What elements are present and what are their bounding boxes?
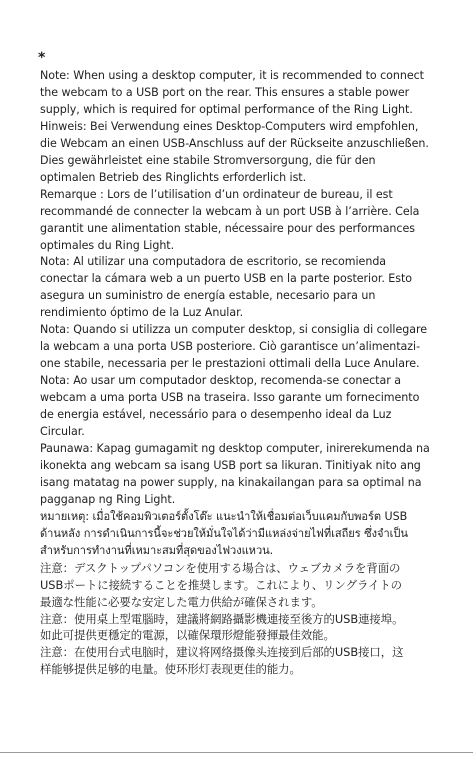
multilingual-note	[40, 68, 436, 678]
note-line: Remarque : Lors de l’utilisation d’un ordinateur de bureau, il est	[40, 187, 393, 201]
note-line: Nota: Al utilizar una computadora de escritorio, se recomienda	[40, 255, 387, 269]
note-line: สำหรับการทำงานที่เหมาะสมที่สุดของไฟวงแหวน.	[40, 543, 274, 557]
note-line: la webcam a una porta USB posteriore. Ciò garantisce un’alimentazi-	[40, 340, 421, 354]
note-line: 注意：デスクトップパソコンを使用する場合は、ウェブカメラを背面の	[40, 560, 401, 575]
note-line: de energia estável, necessário para o desempenho ideal da Luz	[40, 408, 392, 422]
note-line: isang matatag na power supply, na kinakailangan para sa optimal na	[40, 475, 422, 489]
note-paragraph-pt	[40, 373, 436, 441]
note-line: Nota: Quando si utilizza un computer desktop, si consiglia di collegare	[40, 323, 428, 337]
note-line: one stabile, necessaria per le prestazioni ottimali della Luce Anulare.	[40, 357, 420, 371]
note-line: optimales du Ring Light.	[40, 238, 175, 252]
note-paragraph-es	[40, 254, 436, 322]
asterisk-marker: *	[38, 50, 46, 66]
note-line: Paunawa: Kapag gumagamit ng desktop computer, inirerekumenda na	[40, 441, 430, 455]
note-line: rendimiento óptimo de la Luz Anular.	[40, 306, 244, 320]
note-line: pagganap ng Ring Light.	[40, 492, 176, 506]
note-line: supply, which is required for optimal performance of the Ring Light.	[40, 102, 413, 116]
note-paragraph-th	[40, 509, 436, 560]
note-line: 如此可提供更穩定的電源，以確保環形燈能發揮最佳效能。	[40, 628, 335, 643]
note-line: Hinweis: Bei Verwendung eines Desktop-Computers wird empfohlen,	[40, 119, 419, 133]
note-paragraph-it	[40, 322, 436, 373]
note-paragraph-tl	[40, 441, 436, 509]
note-line: Dies gewährleistet eine stabile Stromversorgung, die für den	[40, 153, 376, 167]
note-line: 最適な性能に必要な安定した電力供給が確保されます。	[40, 594, 323, 609]
note-paragraph-ja	[40, 560, 436, 611]
note-line: Nota: Ao usar um computador desktop, recomenda-se conectar a	[40, 374, 401, 388]
note-line: recommandé de connecter la webcam à un port USB à l’arrière. Cela	[40, 204, 420, 218]
note-line: 注意：在使用台式电脑时，建议将网络摄像头连接到后部的USB接口，这	[40, 645, 404, 660]
note-paragraph-de	[40, 119, 436, 187]
note-line: asegura un suministro de energía estable, necesario para un	[40, 289, 376, 303]
note-line: webcam a uma porta USB na traseira. Isso garante um fornecimento	[40, 391, 420, 405]
note-paragraph-zh-Hant	[40, 611, 436, 645]
note-line: 样能够提供足够的电量。使环形灯表现更佳的能力。	[40, 662, 301, 677]
note-line: หมายเหตุ: เมื่อใช้คอมพิวเตอร์ตั้งโต๊ะ แนะนำให้เชื่อมต่อเว็บแคมกับพอร์ต USB	[40, 509, 408, 523]
note-line: USBポートに接続することを推奨します。これにより、リングライトの	[40, 577, 402, 592]
note-line: 注意：使用桌上型電腦時，建議將網路攝影機連接至後方的USB連接埠。	[40, 611, 404, 626]
bottom-divider	[0, 752, 473, 753]
note-line: ด้านหลัง การดำเนินการนี้จะช่วยให้มั่นใจได้ว่ามีแหล่งจ่ายไฟที่เสถียร ซึ่งจำเป็น	[40, 526, 408, 540]
note-line: garantit une alimentation stable, nécessaire pour des performances	[40, 221, 415, 235]
note-line: Note: When using a desktop computer, it is recommended to connect	[40, 69, 424, 82]
note-line: the webcam to a USB port on the rear. This ensures a stable power	[40, 85, 410, 99]
note-paragraph-zh-Hans	[40, 644, 436, 678]
note-line: die Webcam an einen USB-Anschluss auf der Rückseite anzuschließen.	[40, 136, 429, 150]
note-line: conectar la cámara web a un puerto USB en la parte posterior. Esto	[40, 272, 413, 286]
note-line: ikonekta ang webcam sa isang USB port sa likuran. Tinitiyak nito ang	[40, 458, 421, 472]
note-paragraph-fr	[40, 187, 436, 255]
note-paragraph-en	[40, 68, 436, 119]
note-line: Circular.	[40, 425, 85, 439]
note-line: optimalen Betrieb des Ringlichts erforderlich ist.	[40, 170, 307, 184]
